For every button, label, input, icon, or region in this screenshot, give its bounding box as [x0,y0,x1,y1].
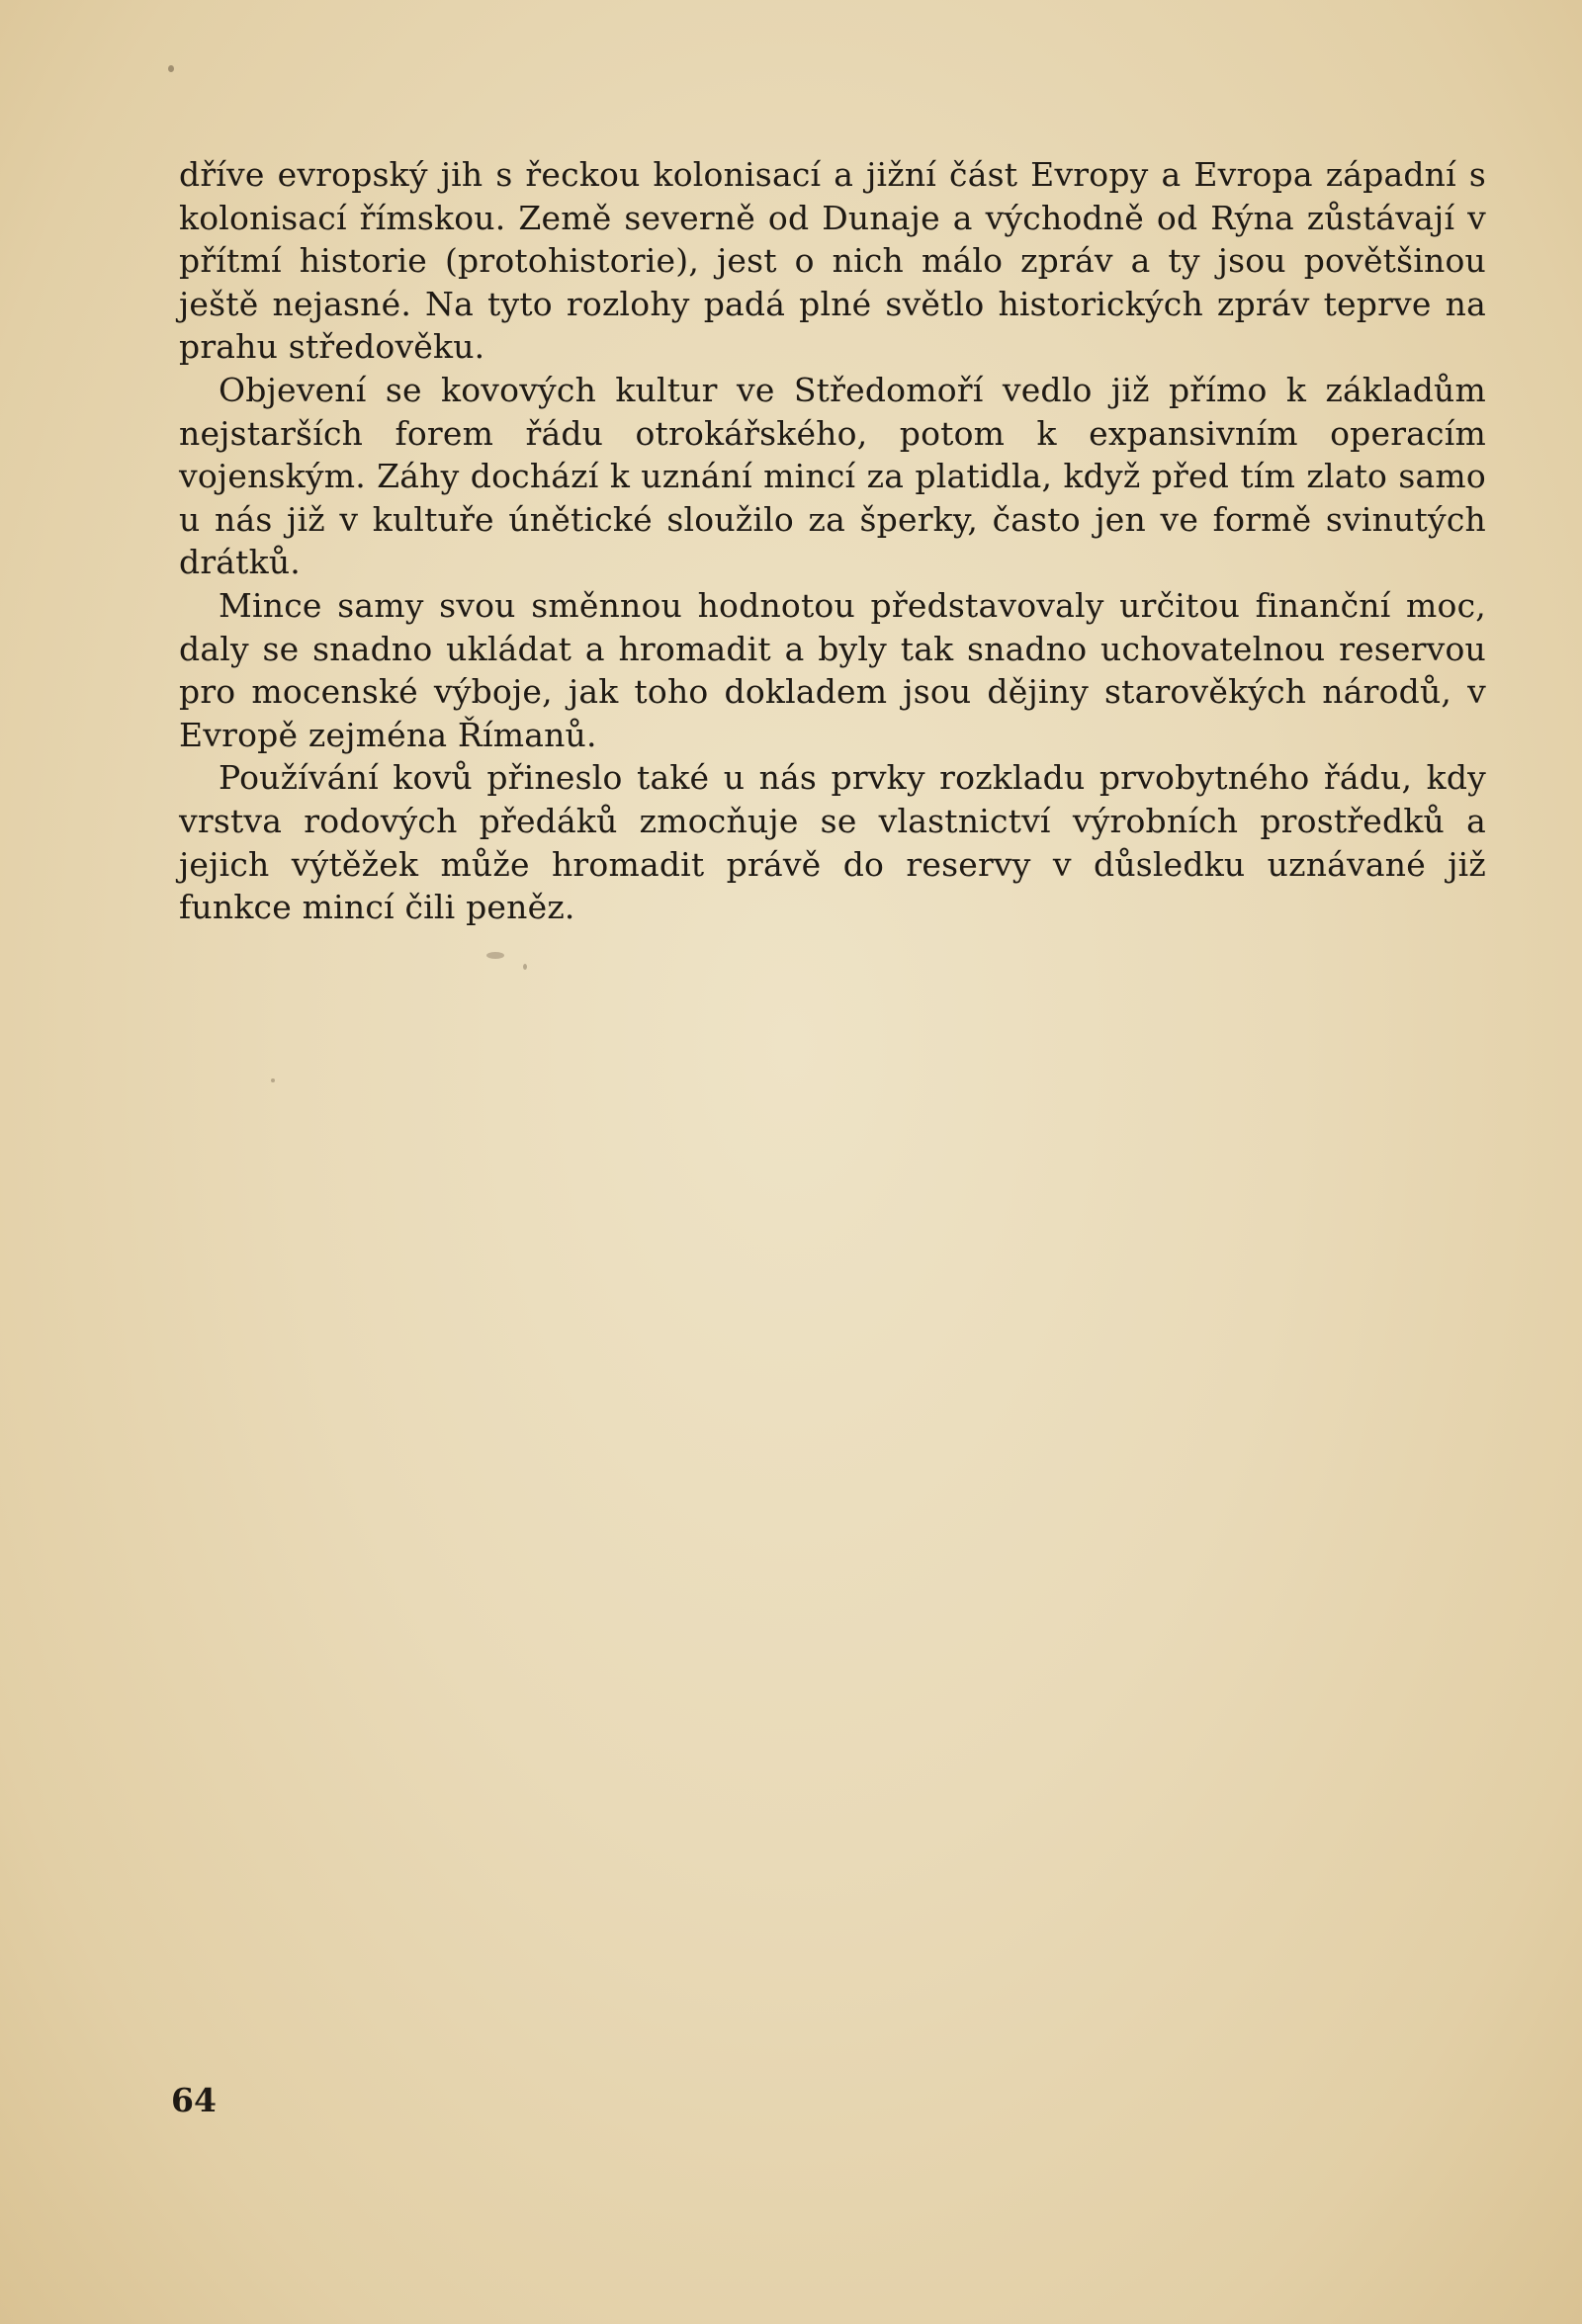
paper-speck [168,65,174,72]
paragraph-1: dříve evropský jih s řeckou kolonisací a jižní část Evropy a Evropa západní s kolonisací římskou. Země severně od Dunaje a východně od Rýna zůstávají v přítmí historie (protohistorie), jest o nich málo zpráv a ty jsou povětšinou ještě nejasné. Na tyto rozlohy padá plné světlo historických zpráv teprve na prahu středověku. [179,155,1486,367]
paper-speck [523,964,527,970]
paper-speck [486,952,504,959]
paragraph-4: Používání kovů přineslo také u nás prvky rozkladu prvobytného řádu, kdy vrstva rodových předáků zmocňuje se vlastnictví výrobních prostředků a jejich výtěžek může hromadit právě do reservy v důsledku uznávané již funkce mincí čili peněz. [179,758,1486,927]
paper-speck [271,1078,275,1082]
paragraph-2: Objevení se kovových kultur ve Středomoří vedlo již přímo k základům nejstarších forem řádu otrokářského, potom k expansivním operacím vojenským. Záhy dochází k uznání mincí za platidla, když před tím zlato samo u nás již v kultuře únětické sloužilo za šperky, často jen ve formě svinutých drátků. [179,370,1486,582]
paragraph-3: Mince samy svou směnnou hodnotou představovaly určitou finanční moc, daly se snadno ukládat a hromadit a byly tak snadno uchovatelnou reservou pro mocenské výboje, jak toho dokladem jsou dějiny starověkých národů, v Evropě zejména Římanů. [179,585,1486,754]
body-text [179,153,1486,929]
page-number: 64 [171,2081,217,2119]
